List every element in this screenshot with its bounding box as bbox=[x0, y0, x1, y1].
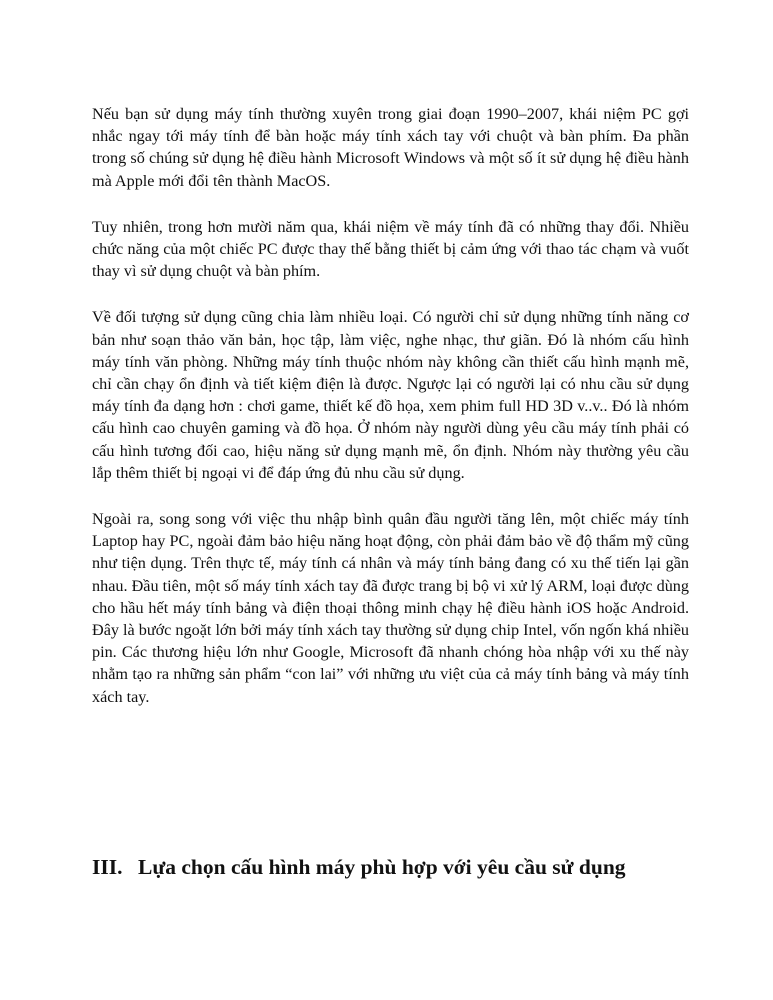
paragraph-3: Về đối tượng sử dụng cũng chia làm nhiều loại. Có người chỉ sử dụng những tính năng cơ bản như soạn thảo văn bản, học tập, làm việc, nghe nhạc, thư giãn. Đó là nhóm cấu hình máy tính văn phòng. Những máy tính thuộc nhóm này không cần thiết cấu hình mạnh mẽ, chỉ cần chạy ổn định và tiết kiệm điện là được. Ngược lại có người lại có nhu cầu sử dụng máy tính đa dạng hơn : chơi game, thiết kế đồ họa, xem phim full HD 3D v..v.. Đó là nhóm cấu hình cao chuyên gaming và đồ họa. Ở nhóm này người dùng yêu cầu máy tính phải có cấu hình tương đối cao, hiệu năng sử dụng mạnh mẽ, ổn định. Nhóm này thường yêu cầu lắp thêm thiết bị ngoại vi để đáp ứng đủ nhu cầu sử dụng. bbox=[92, 308, 689, 482]
paragraph-2: Tuy nhiên, trong hơn mười năm qua, khái niệm về máy tính đã có những thay đổi. Nhiều chức năng của một chiếc PC được thay thế bằng thiết bị cảm ứng với thao tác chạm và vuốt thay vì sử dụng chuột và bàn phím. bbox=[92, 217, 689, 281]
section-heading bbox=[92, 853, 732, 881]
paragraph-1: Nếu bạn sử dụng máy tính thường xuyên trong giai đoạn 1990–2007, khái niệm PC gợi nhắc ngay tới máy tính để bàn hoặc máy tính xách tay với chuột và bàn phím. Đa phần trong số chúng sử dụng hệ điều hành Microsoft Windows và một số ít sử dụng hệ điều hành mà Apple mới đổi tên thành MacOS. bbox=[92, 105, 689, 190]
paragraph-4: Ngoài ra, song song với việc thu nhập bình quân đầu người tăng lên, một chiếc máy tính Laptop hay PC, ngoài đảm bảo hiệu năng hoạt động, còn phải đảm bảo về độ thẩm mỹ cũng như tiện dụng. Trên thực tế, máy tính cá nhân và máy tính bảng đang có xu thế tiến lại gần nhau. Đầu tiên, một số máy tính xách tay đã được trang bị bộ vi xử lý ARM, loại được dùng cho hầu hết máy tính bảng và điện thoại thông minh chạy hệ điều hành iOS hoặc Android. Đây là bước ngoặt lớn bởi máy tính xách tay thường sử dụng chip Intel, vốn ngốn khá nhiều pin. Các thương hiệu lớn như Google, Microsoft đã nhanh chóng hòa nhập với xu thế này nhằm tạo ra những sản phẩm “con lai” với những ưu việt của cả máy tính bảng và máy tính xách tay. bbox=[92, 510, 689, 706]
body-text bbox=[92, 103, 689, 732]
section-number: III. bbox=[92, 855, 123, 879]
section-title: Lựa chọn cấu hình máy phù hợp với yêu cầu sử dụng bbox=[138, 855, 626, 879]
